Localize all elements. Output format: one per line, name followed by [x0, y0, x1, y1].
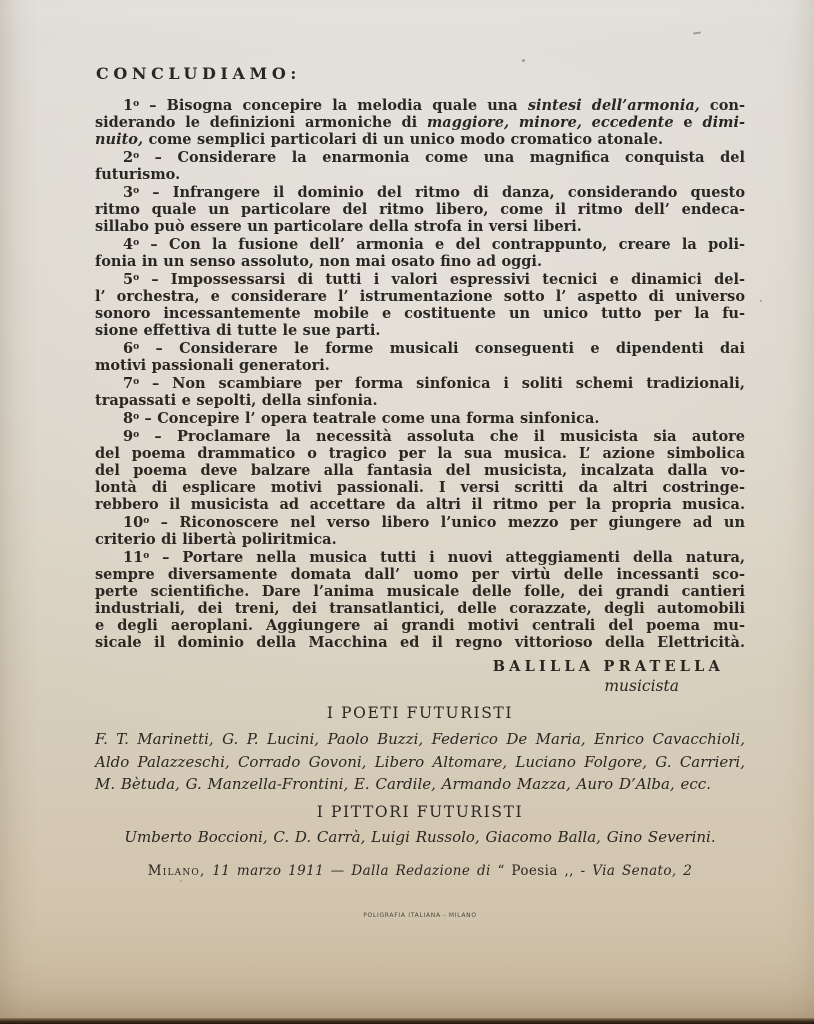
point-text-segment: futurismo.	[95, 166, 181, 184]
poets-list	[95, 728, 745, 796]
point-number: 8$^o$	[123, 410, 140, 428]
point-text-segment: Con la fusione dell’ armonia e del contrappunto, creare la poli-	[168, 236, 745, 254]
ordinal-mark: o	[133, 342, 140, 353]
point-11-line-4	[95, 600, 745, 617]
manifesto-point-4	[95, 235, 745, 270]
point-dash: –	[149, 514, 180, 532]
point-number: 11$^o$	[123, 549, 150, 567]
poets-line-2: Aldo Palazzeschi, Corrado Govoni, Libero Altomare, Luciano Folgore, G. Carrieri,	[95, 752, 745, 771]
point-9-line-3	[95, 462, 745, 479]
manifesto-point-3	[95, 183, 745, 235]
paper-speck	[693, 31, 701, 34]
point-text-segment: sonoro incessantemente mobile e costituente un unico tutto per la fu-	[95, 305, 745, 323]
point-text-segment: Concepire l’ opera teatrale come una forma sinfonica.	[157, 410, 600, 428]
point-text-segment: sempre diversamente domata dall’ uomo per virtù delle incessanti sco-	[95, 566, 745, 584]
point-dash: –	[139, 375, 173, 393]
ordinal-mark: o	[133, 186, 140, 197]
point-number: 4$^o$	[123, 236, 140, 254]
point-number: 5$^o$	[123, 271, 140, 289]
paper-speck	[760, 300, 762, 302]
manifesto-point-8	[95, 409, 745, 427]
point-dash: –	[139, 428, 177, 446]
point-text-segment: trapassati e sepolti, della sinfonia.	[95, 392, 378, 410]
point-9-line-1	[95, 427, 745, 445]
ordinal-mark: o	[133, 377, 140, 388]
ordinal-mark: o	[143, 516, 150, 527]
point-3-line-3	[95, 218, 745, 235]
point-text-segment: motivi passionali generatori.	[95, 357, 330, 375]
ordinal-mark: o	[133, 151, 140, 162]
point-1-line-3	[95, 131, 745, 148]
point-text-segment: Bisogna concepire la melodia quale una	[166, 97, 528, 115]
manifesto-point-5	[95, 270, 745, 339]
point-number: 3$^o$	[123, 184, 140, 202]
manifesto-point-9	[95, 427, 745, 513]
point-8-line-1	[95, 409, 745, 427]
point-text-segment: criterio di libertà poliritmica.	[95, 531, 337, 549]
point-text-segment: Portare nella musica tutti i nuovi atteggiamenti della natura,	[182, 549, 745, 567]
point-text-segment: Riconoscere nel verso libero l’unico mezzo per giungere ad un	[179, 514, 746, 532]
point-2-line-1	[95, 148, 745, 166]
point-text-segment: nuito,	[95, 131, 144, 149]
point-dash: –	[139, 236, 169, 254]
poets-line-3: M. Bètuda, G. Manzella-Frontini, E. Cardile, Armando Mazza, Auro D’Alba, ecc.	[95, 775, 711, 794]
point-dash: –	[139, 184, 173, 202]
point-1-line-2	[95, 114, 745, 131]
point-dash: –	[139, 410, 158, 428]
point-text-segment: e degli aeroplani. Aggiungere ai grandi motivi centrali del poema mu-	[95, 617, 745, 635]
colophon-segment: Milano,	[147, 862, 206, 879]
point-text-segment: siderando le definizioni armoniche di	[95, 114, 427, 132]
point-text-segment: fonia in un senso assoluto, non mai osato fino ad oggi.	[95, 253, 542, 271]
point-text-segment: del poema drammatico o tragico per la sua musica. L’ azione simbolica	[95, 445, 745, 463]
point-text-segment: rebbero il musicista ad accettare da altri il ritmo per la propria musica.	[95, 496, 745, 514]
signature-role: musicista	[604, 677, 679, 696]
page-title: CONCLUDIAMO:	[96, 64, 301, 83]
point-1-line-1	[95, 96, 745, 114]
point-6-line-2	[95, 357, 745, 374]
point-number: 1$^o$	[123, 97, 140, 115]
signature-name: BALILLA PRATELLA	[492, 658, 724, 676]
point-7-line-2	[95, 392, 745, 409]
point-11-line-2	[95, 566, 745, 583]
point-10-line-1	[95, 513, 745, 531]
point-9-line-2	[95, 445, 745, 462]
painters-list: Umberto Boccioni, C. D. Carrà, Luigi Russolo, Giacomo Balla, Gino Severini.	[124, 827, 716, 846]
point-7-line-1	[95, 374, 745, 392]
page-content	[95, 64, 745, 919]
point-6-line-1	[95, 339, 745, 357]
point-2-line-2	[95, 166, 745, 183]
point-text-segment: sicale il dominio della Macchina ed il regno vittorioso della Elettricità.	[95, 634, 745, 652]
point-text-segment: Infrangere il dominio del ritmo di danza, considerando questo	[172, 184, 745, 202]
point-number: 10$^o$	[123, 514, 150, 532]
printer-imprint: POLIGRAFIA ITALIANA - MILANO	[363, 911, 477, 919]
poets-heading: I POETI FUTURISTI	[326, 704, 514, 723]
point-dash: –	[139, 340, 180, 358]
point-11-line-5	[95, 617, 745, 634]
point-9-line-4	[95, 479, 745, 496]
colophon-line	[95, 863, 745, 879]
poets-line-1: F. T. Marinetti, G. P. Lucini, Paolo Buzzi, Federico De Maria, Enrico Cavacchioli,	[95, 730, 745, 749]
point-text-segment: l’ orchestra, e considerare l’ istrumentazione sotto l’ aspetto di universo	[95, 288, 745, 306]
point-number: 7$^o$	[123, 375, 140, 393]
manifesto-point-1	[95, 96, 745, 148]
point-number: 6$^o$	[123, 340, 140, 358]
point-4-line-2	[95, 253, 745, 270]
point-11-line-6	[95, 634, 745, 651]
point-text-segment: maggiore, minore, eccedente	[426, 114, 674, 132]
point-5-line-4	[95, 322, 745, 339]
manifesto-point-2	[95, 148, 745, 183]
ordinal-mark: o	[133, 273, 140, 284]
point-3-line-1	[95, 183, 745, 201]
manifesto-points	[95, 96, 745, 651]
manifesto-point-10	[95, 513, 745, 548]
point-text-segment: ritmo quale un particolare del ritmo libero, come il ritmo dell’ endeca-	[95, 201, 745, 219]
ordinal-mark: o	[133, 238, 140, 249]
point-5-line-3	[95, 305, 745, 322]
manifesto-point-6	[95, 339, 745, 374]
paper-speck	[522, 59, 525, 62]
point-text-segment: e	[673, 114, 703, 132]
point-text-segment: industriali, dei treni, dei transatlantici, delle corazzate, degli automobili	[95, 600, 745, 618]
colophon-segment: “ Poesia ,,	[497, 862, 574, 879]
signature-block	[95, 658, 745, 695]
point-text-segment: sione effettiva di tutte le sue parti.	[95, 322, 381, 340]
point-9-line-5	[95, 496, 745, 513]
ordinal-mark: o	[143, 551, 150, 562]
point-dash: –	[139, 271, 171, 289]
manifesto-point-7	[95, 374, 745, 409]
point-4-line-1	[95, 235, 745, 253]
page-bottom-edge	[0, 1018, 814, 1024]
manifesto-point-11	[95, 548, 745, 651]
ordinal-mark: o	[133, 99, 140, 109]
point-text-segment: lontà di esplicare motivi passionali. I versi scritti da altri costringe-	[95, 479, 745, 497]
point-number: 9$^o$	[123, 428, 140, 446]
colophon-segment: - Via Senato, 2	[573, 862, 693, 879]
point-text-segment: Non scambiare per forma sinfonica i soliti schemi tradizionali,	[172, 375, 745, 393]
point-3-line-2	[95, 201, 745, 218]
point-dash: –	[149, 549, 183, 567]
point-10-line-2	[95, 531, 745, 548]
point-11-line-3	[95, 583, 745, 600]
point-dash: –	[139, 149, 178, 167]
painters-heading: I PITTORI FUTURISTI	[316, 802, 524, 821]
point-text-segment: Considerare la enarmonia come una magnifica conquista del	[177, 149, 745, 167]
point-11-line-1	[95, 548, 745, 566]
point-text-segment: sillabo può essere un particolare della strofa in versi liberi.	[95, 218, 582, 236]
point-text-segment: Considerare le forme musicali conseguenti e dipendenti dai	[179, 340, 745, 358]
point-text-segment: perte scientifiche. Dare l’anima musicale delle folle, dei grandi cantieri	[95, 583, 745, 601]
colophon-segment: 11 marzo 1911 — Dalla Redazione di	[205, 862, 498, 879]
point-text-segment: del poema deve balzare alla fantasia del musicista, incalzata dalla vo-	[95, 462, 745, 480]
point-text-segment: con-	[699, 97, 745, 115]
point-number: 2$^o$	[123, 149, 140, 167]
point-text-segment: Impossessarsi di tutti i valori espressivi tecnici e dinamici del-	[170, 271, 745, 289]
point-text-segment: come semplici particolari di un unico modo cromatico atonale.	[143, 131, 663, 149]
point-text-segment: dimi-	[702, 114, 746, 132]
ordinal-mark: o	[133, 430, 140, 441]
point-5-line-1	[95, 270, 745, 288]
point-dash: –	[139, 97, 167, 115]
point-text-segment: Proclamare la necessità assoluta che il musicista sia autore	[176, 428, 746, 446]
point-text-segment: sintesi dell’armonia,	[527, 97, 700, 115]
ordinal-mark: o	[133, 412, 140, 423]
point-5-line-2	[95, 288, 745, 305]
